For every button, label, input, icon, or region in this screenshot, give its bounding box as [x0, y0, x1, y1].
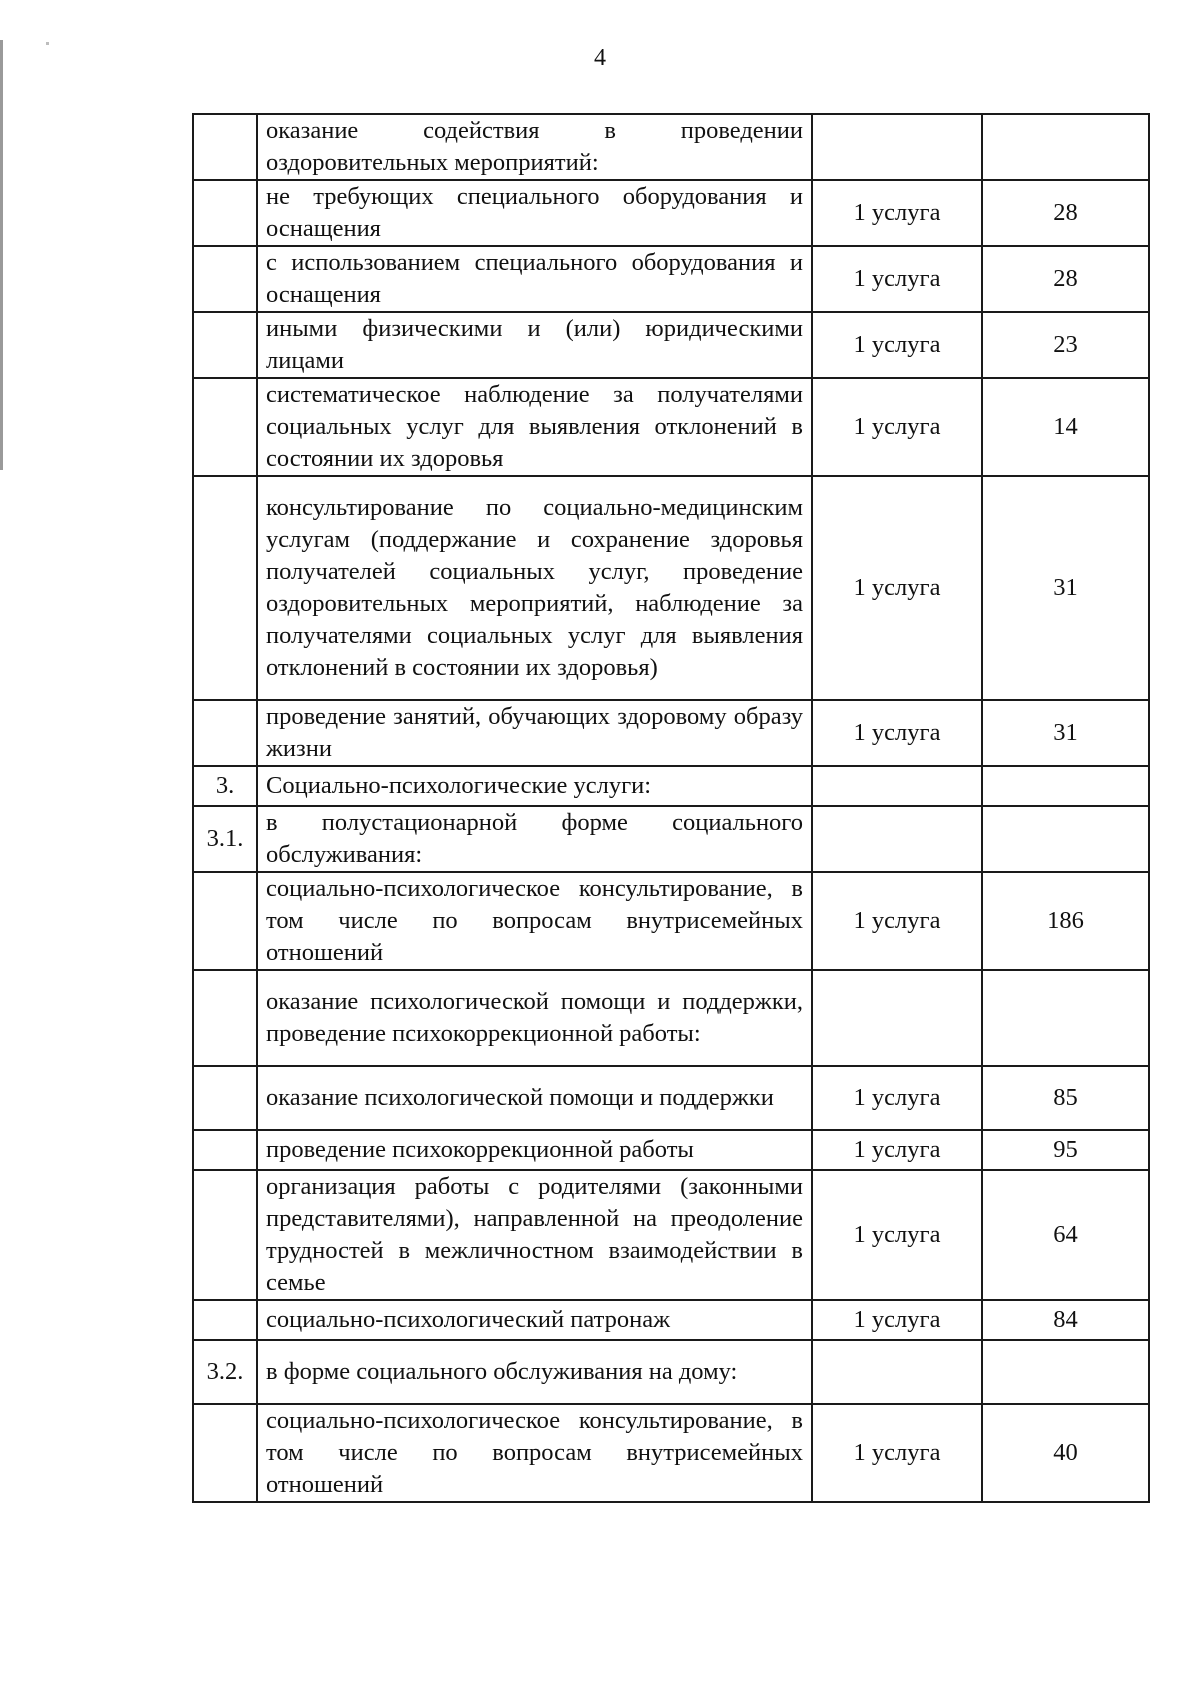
service-price: 28 [982, 180, 1149, 246]
table-row [193, 378, 1149, 476]
service-unit: 1 услуга [812, 180, 982, 246]
service-name: не требующих специального оборудования и оснащения [257, 180, 812, 246]
row-number [193, 1066, 257, 1130]
row-number [193, 700, 257, 766]
service-name: с использованием специального оборудования и оснащения [257, 246, 812, 312]
row-number [193, 872, 257, 970]
service-unit: 1 услуга [812, 1404, 982, 1502]
service-price: 40 [982, 1404, 1149, 1502]
service-price: 84 [982, 1300, 1149, 1340]
table-row [193, 1170, 1149, 1300]
section-title: Социально-психологические услуги: [257, 766, 812, 806]
service-price: 186 [982, 872, 1149, 970]
service-name: организация работы с родителями (законными представителями), направленной на преодоление трудностей в межличностном взаимодействии в семье [257, 1170, 812, 1300]
service-unit: 1 услуга [812, 872, 982, 970]
page-number: 4 [594, 45, 606, 71]
service-unit: 1 услуга [812, 700, 982, 766]
scan-edge-mark [0, 40, 3, 470]
service-unit: 1 услуга [812, 476, 982, 700]
table-row [193, 1130, 1149, 1170]
table-row [193, 970, 1149, 1066]
service-unit [812, 766, 982, 806]
row-number [193, 1130, 257, 1170]
service-unit: 1 услуга [812, 1170, 982, 1300]
table-row [193, 806, 1149, 872]
service-name: иными физическими и (или) юридическими лицами [257, 312, 812, 378]
table-row [193, 700, 1149, 766]
service-price: 95 [982, 1130, 1149, 1170]
service-price [982, 766, 1149, 806]
row-number [193, 1170, 257, 1300]
row-number [193, 378, 257, 476]
row-number [193, 114, 257, 180]
table-row [193, 766, 1149, 806]
service-price: 28 [982, 246, 1149, 312]
row-number [193, 1404, 257, 1502]
service-unit: 1 услуга [812, 1300, 982, 1340]
service-unit: 1 услуга [812, 1066, 982, 1130]
table-row [193, 872, 1149, 970]
service-price: 31 [982, 476, 1149, 700]
service-name: социально-психологическое консультирование, в том числе по вопросам внутрисемейных отношений [257, 872, 812, 970]
service-name: проведение занятий, обучающих здоровому образу жизни [257, 700, 812, 766]
table-row [193, 476, 1149, 700]
service-name: социально-психологическое консультирование, в том числе по вопросам внутрисемейных отношений [257, 1404, 812, 1502]
row-number [193, 1300, 257, 1340]
service-name: социально-психологический патронаж [257, 1300, 812, 1340]
service-unit: 1 услуга [812, 378, 982, 476]
service-unit: 1 услуга [812, 246, 982, 312]
service-price: 23 [982, 312, 1149, 378]
table-row [193, 1404, 1149, 1502]
row-number: 3.1. [193, 806, 257, 872]
row-number: 3.2. [193, 1340, 257, 1404]
service-name: оказание психологической помощи и поддержки [257, 1066, 812, 1130]
subsection-title: в полустационарной форме социального обслуживания: [257, 806, 812, 872]
service-name: систематическое наблюдение за получателями социальных услуг для выявления отклонений в состоянии их здоровья [257, 378, 812, 476]
service-price [982, 114, 1149, 180]
service-name: оказание содействия в проведении оздоровительных мероприятий: [257, 114, 812, 180]
service-unit: 1 услуга [812, 1130, 982, 1170]
service-name: консультирование по социально-медицинским услугам (поддержание и сохранение здоровья получателей социальных услуг, проведение оздоровительных мероприятий, наблюдение за получателями социальных услуг для выявления отклонений в состоянии их здоровья) [257, 476, 812, 700]
service-price [982, 970, 1149, 1066]
table-row [193, 180, 1149, 246]
row-number [193, 246, 257, 312]
service-name: проведение психокоррекционной работы [257, 1130, 812, 1170]
service-unit [812, 1340, 982, 1404]
row-number: 3. [193, 766, 257, 806]
row-number [193, 312, 257, 378]
table-row [193, 1340, 1149, 1404]
service-price [982, 1340, 1149, 1404]
table-row [193, 114, 1149, 180]
table-row [193, 246, 1149, 312]
table-row [193, 1300, 1149, 1340]
row-number [193, 180, 257, 246]
subsection-title: в форме социального обслуживания на дому: [257, 1340, 812, 1404]
service-name: оказание психологической помощи и поддержки, проведение психокоррекционной работы: [257, 970, 812, 1066]
table-row [193, 312, 1149, 378]
service-price: 14 [982, 378, 1149, 476]
service-price: 64 [982, 1170, 1149, 1300]
service-price: 31 [982, 700, 1149, 766]
services-price-table [192, 113, 1150, 1503]
service-unit [812, 970, 982, 1066]
service-unit [812, 806, 982, 872]
row-number [193, 970, 257, 1066]
service-price [982, 806, 1149, 872]
row-number [193, 476, 257, 700]
service-price: 85 [982, 1066, 1149, 1130]
service-unit [812, 114, 982, 180]
table-row [193, 1066, 1149, 1130]
service-unit: 1 услуга [812, 312, 982, 378]
